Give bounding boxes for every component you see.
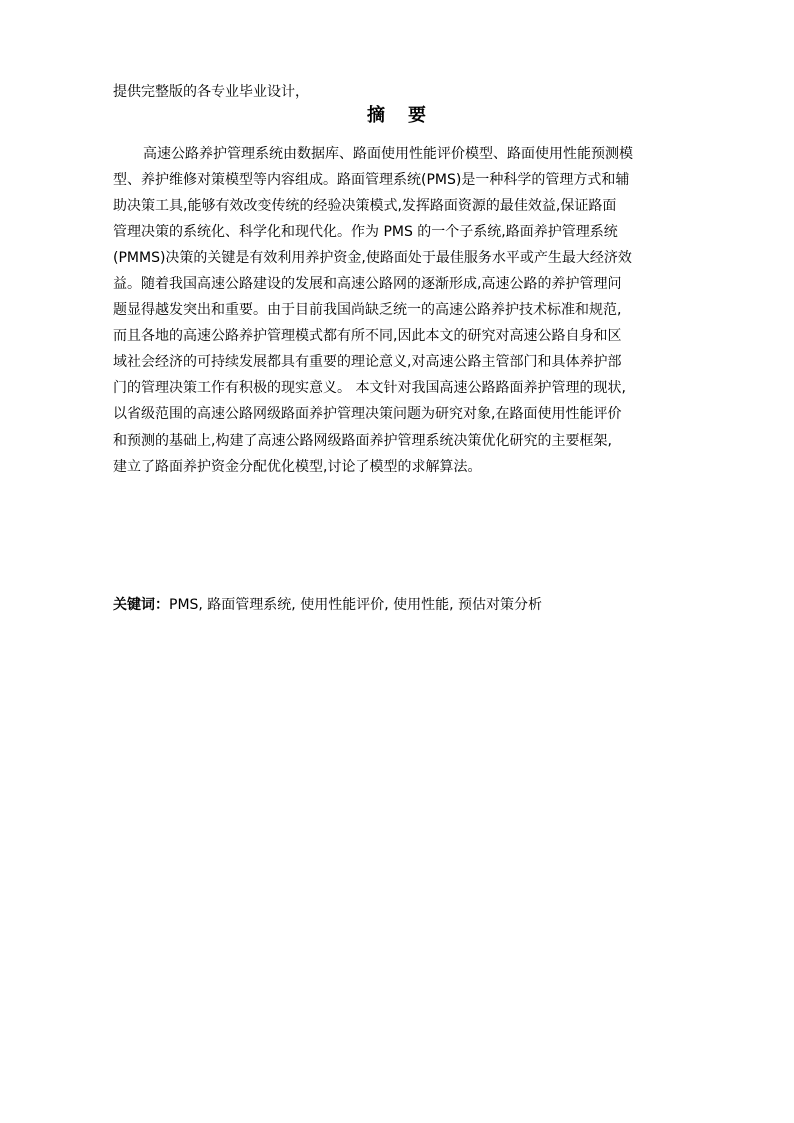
abstract-line: 门的管理决策工作有积极的现实意义。 本文针对我国高速公路路面养护管理的现状, xyxy=(113,380,626,397)
abstract-line: 高速公路养护管理系统由数据库、路面使用性能评价模型、路面使用性能预测模 xyxy=(143,146,633,162)
abstract-line: 域社会经济的可持续发展都具有重要的理论意义,对高速公路主管部门和具体养护部 xyxy=(113,354,622,371)
keywords-label: 关键词： xyxy=(113,597,169,613)
abstract-line: 而且各地的高速公路养护管理模式都有所不同,因此本文的研究对高速公路自身和区 xyxy=(113,328,622,345)
abstract-body xyxy=(113,141,703,480)
abstract-line: 型、养护维修对策模型等内容组成。路面管理系统(PMS)是一种科学的管理方式和辅 xyxy=(113,172,630,189)
abstract-line: 和预测的基础上,构建了高速公路网级路面养护管理系统决策优化研究的主要框架, xyxy=(113,432,612,449)
abstract-line: 助决策工具,能够有效改变传统的经验决策模式,发挥路面资源的最佳效益,保证路面 xyxy=(113,198,617,215)
keywords-value: PMS, 路面管理系统, 使用性能评价, 使用性能, 预估对策分析 xyxy=(169,597,543,613)
abstract-line: 管理决策的系统化、科学化和现代化。作为 PMS 的一个子系统,路面养护管理系统 xyxy=(113,224,618,241)
abstract-line: 益。随着我国高速公路建设的发展和高速公路网的逐渐形成,高速公路的养护管理问 xyxy=(113,276,622,293)
abstract-title-char-1: 摘 xyxy=(367,105,386,126)
header-note: 提供完整版的各专业毕业设计， xyxy=(113,84,309,100)
abstract-title-char-2: 要 xyxy=(408,105,427,126)
keywords-line xyxy=(113,594,542,616)
abstract-line: 以省级范围的高速公路网级路面养护管理决策问题为研究对象,在路面使用性能评价 xyxy=(113,406,622,423)
abstract-line: (PMMS)决策的关键是有效利用养护资金,使路面处于最佳服务水平或产生最大经济效 xyxy=(113,250,632,267)
abstract-title xyxy=(0,104,794,128)
abstract-line: 建立了路面养护资金分配优化模型,讨论了模型的求解算法。 xyxy=(113,458,482,475)
abstract-line: 题显得越发突出和重要。由于目前我国尚缺乏统一的高速公路养护技术标准和规范, xyxy=(113,302,622,319)
